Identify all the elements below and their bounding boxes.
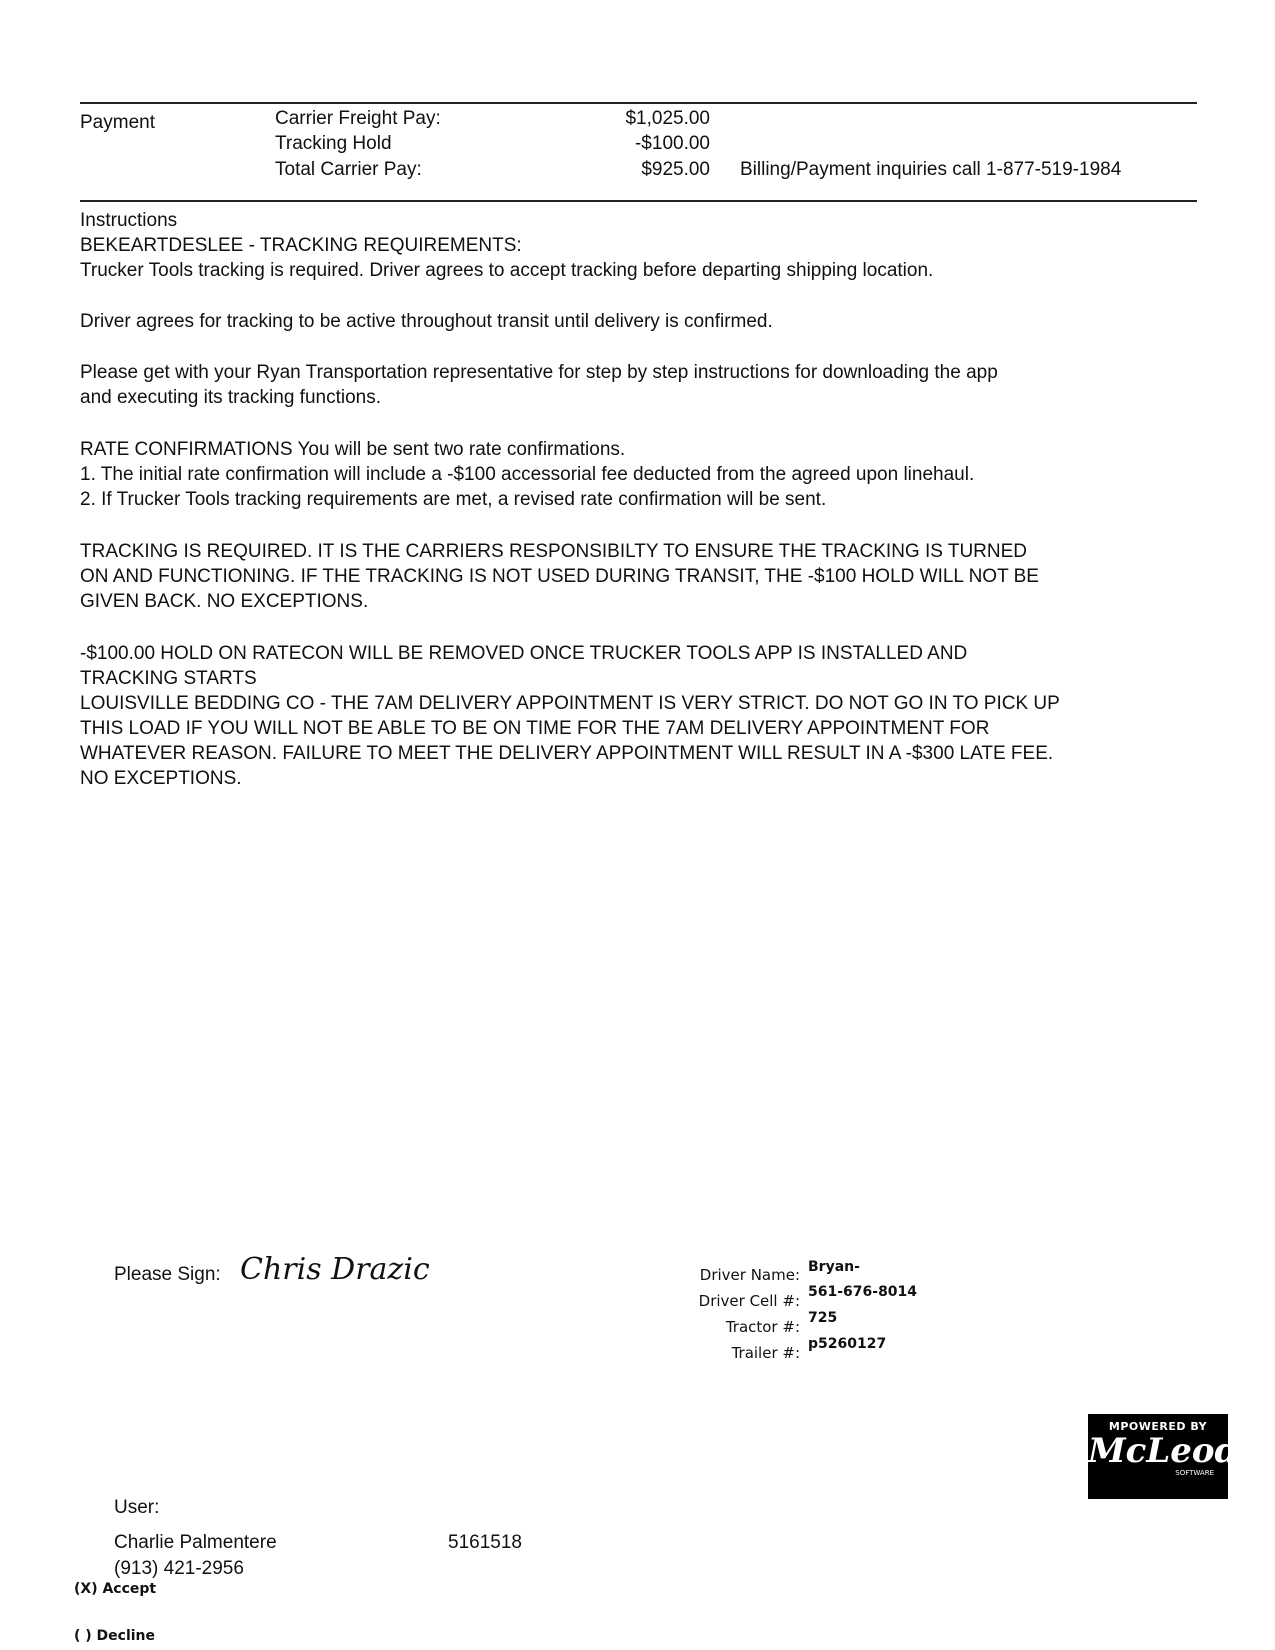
user-label: User:: [114, 1497, 160, 1518]
instruction-paragraph-tracking-active: Driver agrees for tracking to be active throughout transit until delivery is confirmed.: [80, 311, 773, 332]
driver-cell-value: 561-676-8014: [808, 1284, 918, 1300]
driver-cell-label: Driver Cell #:: [698, 1292, 800, 1310]
total-carrier-pay-label: Total Carrier Pay:: [275, 159, 422, 180]
logo-powered-text: MPOWERED BY: [1108, 1420, 1208, 1433]
tracking-hold-amount: -$100.00: [634, 133, 710, 154]
instruction-paragraph-tracking-warning: TRACKING IS REQUIRED. IT IS THE CARRIERS RESPONSIBILTY TO ENSURE THE TRACKING IS TURNED ON AND FUNCTIONING. IF THE TRACKING IS NOT USED DURING TRANSIT, THE -$100 HOLD WILL NOT BE GIVEN BACK. NO EXCEPTIONS.: [80, 541, 1039, 612]
instruction-paragraph-representative: Please get with your Ryan Transportation representative for step by step instructions for downloading the app and executing its tracking functions.: [80, 362, 998, 408]
instruction-paragraph-tracking-required: Trucker Tools tracking is required. Driver agrees to accept tracking before departing shipping location.: [80, 260, 934, 281]
instruction-paragraph-rate-confirmations: RATE CONFIRMATIONS You will be sent two rate confirmations. 1. The initial rate confirmation will include a -$100 accessorial fee deducted from the agreed upon linehaul. 2. If Trucker Tools tracking requirements are met, a revised rate confirmation will be sent.: [80, 439, 975, 510]
logo-sub-text: SOFTWARE: [1175, 1469, 1214, 1477]
payment-section-label: Payment: [80, 112, 155, 133]
driver-name-label: Driver Name:: [699, 1266, 800, 1284]
carrier-freight-pay-label: Carrier Freight Pay:: [275, 108, 441, 129]
total-carrier-pay-amount: $925.00: [641, 159, 710, 180]
tractor-number-label: Tractor #:: [725, 1318, 800, 1336]
mcleod-logo: [1088, 1414, 1239, 1499]
trailer-number-value: p5260127: [808, 1336, 887, 1352]
instructions-heading: Instructions: [80, 210, 178, 231]
user-name: Charlie Palmentere: [114, 1532, 277, 1553]
top-divider: [80, 102, 1197, 104]
user-id: 5161518: [448, 1532, 522, 1553]
tractor-number-value: 725: [808, 1310, 838, 1326]
trailer-number-label: Trailer #:: [731, 1344, 800, 1362]
user-phone: (913) 421-2956: [114, 1558, 244, 1579]
billing-inquiries-note: Billing/Payment inquiries call 1-877-519-1984: [740, 159, 1122, 180]
signature-field[interactable]: Chris Drazic: [240, 1252, 430, 1287]
payment-divider: [80, 200, 1197, 202]
instruction-paragraph-delivery-appointment: -$100.00 HOLD ON RATECON WILL BE REMOVED ONCE TRUCKER TOOLS APP IS INSTALLED AND TRACKING STARTS LOUISVILLE BEDDING CO - THE 7AM DELIVERY APPOINTMENT IS VERY STRICT. DO NOT GO IN TO PICK UP THIS LOAD IF YOU WILL NOT BE ABLE TO BE ON TIME FOR THE 7AM DELIVERY APPOINTMENT FOR WHATEVER REASON. FAILURE TO MEET THE DELIVERY APPOINTMENT WILL RESULT IN A -$300 LATE FEE. NO EXCEPTIONS.: [80, 643, 1060, 789]
logo-brand-text: McLeod: [1088, 1431, 1239, 1471]
tracking-hold-label: Tracking Hold: [275, 133, 392, 154]
signature-label: Please Sign:: [114, 1264, 221, 1285]
decline-option[interactable]: ( ) Decline: [74, 1628, 156, 1644]
customer-tracking-heading: BEKEARTDESLEE - TRACKING REQUIREMENTS:: [80, 235, 522, 256]
carrier-freight-pay-amount: $1,025.00: [625, 108, 710, 129]
driver-name-value: Bryan-: [808, 1259, 860, 1275]
accept-option[interactable]: (X) Accept: [74, 1581, 157, 1597]
